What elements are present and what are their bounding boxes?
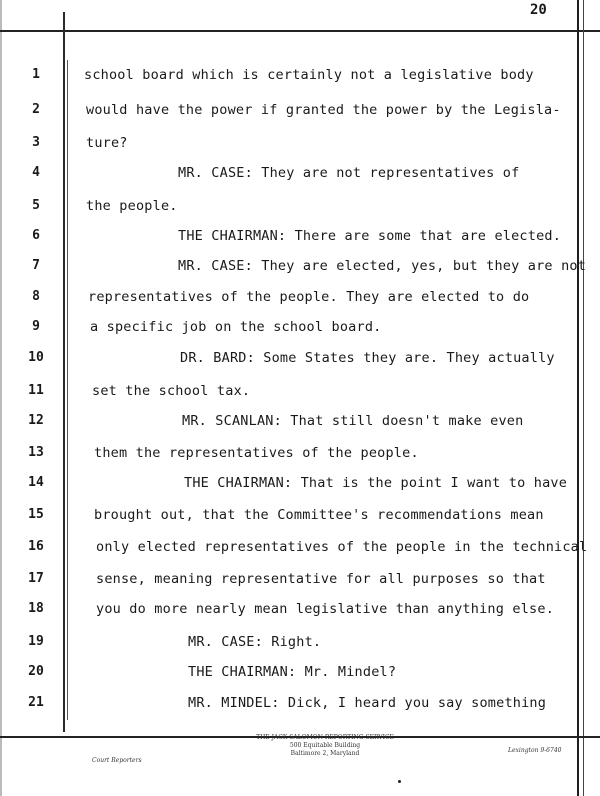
line-number: 16 <box>28 539 44 554</box>
line-number: 4 <box>32 165 40 180</box>
transcript-line <box>0 571 580 601</box>
line-number: 14 <box>28 475 44 490</box>
header-rule <box>0 30 600 32</box>
line-text: only elected representatives of the people in the technical <box>96 539 588 555</box>
transcript-line <box>0 383 580 413</box>
line-number: 20 <box>28 664 44 679</box>
transcript-line <box>0 695 580 725</box>
transcript-line <box>0 350 580 380</box>
right-margin-rule-outer <box>583 0 584 796</box>
line-number: 8 <box>32 289 40 304</box>
transcript-line <box>0 634 580 664</box>
line-text: MR. SCANLAN: That still doesn't make even <box>182 413 524 429</box>
line-text: ture? <box>86 135 128 151</box>
footer-phone: Lexington 9-6740 <box>508 747 562 754</box>
transcript-line <box>0 445 580 475</box>
line-text: you do more nearly mean legislative than anything else. <box>96 601 555 617</box>
transcript-line <box>0 539 588 569</box>
transcript-line <box>0 319 580 349</box>
transcript-line <box>0 198 580 228</box>
line-text: representatives of the people. They are elected to do <box>88 289 530 305</box>
line-text: THE CHAIRMAN: That is the point I want to have <box>184 475 568 491</box>
reporting-service-block <box>200 734 450 758</box>
transcript-line <box>0 67 580 97</box>
line-text: would have the power if granted the power by the Legisla- <box>86 102 561 118</box>
footer-left-label: Court Reporters <box>92 757 142 764</box>
line-number: 10 <box>28 350 44 365</box>
line-text: MR. CASE: They are elected, yes, but they are not <box>178 258 587 274</box>
line-text: a specific job on the school board. <box>90 319 382 335</box>
line-number: 18 <box>28 601 44 616</box>
transcript-line <box>0 413 580 443</box>
line-number: 19 <box>28 634 44 649</box>
transcript-line <box>0 165 580 195</box>
line-text: the people. <box>86 198 178 214</box>
line-number: 6 <box>32 228 40 243</box>
line-text: sense, meaning representative for all purposes so that <box>96 571 546 587</box>
line-text: brought out, that the Committee's recommendations mean <box>94 507 544 523</box>
line-number: 15 <box>28 507 44 522</box>
line-number: 3 <box>32 135 40 150</box>
transcript-line <box>0 664 580 694</box>
reporting-service-name: THE JACK SALOMON REPORTING SERVICE <box>256 734 394 741</box>
line-number: 12 <box>28 413 44 428</box>
line-number: 17 <box>28 571 44 586</box>
line-number: 5 <box>32 198 40 213</box>
line-number: 9 <box>32 319 40 334</box>
page-number: 20 <box>530 2 547 18</box>
transcript-line <box>0 507 580 537</box>
line-text: MR. CASE: They are not representatives of <box>178 165 520 181</box>
line-text: DR. BARD: Some States they are. They actually <box>180 350 555 366</box>
transcript-line <box>0 228 580 258</box>
line-number: 1 <box>32 67 40 82</box>
line-number: 2 <box>32 102 40 117</box>
line-text: THE CHAIRMAN: There are some that are elected. <box>178 228 562 244</box>
transcript-line <box>0 289 580 319</box>
reporting-service-building: 500 Equitable Building <box>289 742 361 749</box>
line-number: 7 <box>32 258 40 273</box>
line-text: set the school tax. <box>92 383 251 399</box>
transcript-line <box>0 601 580 631</box>
line-text: THE CHAIRMAN: Mr. Mindel? <box>188 664 397 680</box>
line-text: MR. CASE: Right. <box>188 634 322 650</box>
transcript-line <box>0 102 580 132</box>
line-text: them the representatives of the people. <box>94 445 419 461</box>
line-text: school board which is certainly not a legislative body <box>84 67 534 83</box>
transcript-line <box>0 258 587 288</box>
line-number: 21 <box>28 695 44 710</box>
scan-speck <box>398 780 401 783</box>
transcript-line <box>0 475 580 505</box>
line-number: 13 <box>28 445 44 460</box>
line-number: 11 <box>28 383 44 398</box>
line-text: MR. MINDEL: Dick, I heard you say something <box>188 695 547 711</box>
transcript-line <box>0 135 580 165</box>
reporting-service-city: Baltimore 2, Maryland <box>290 750 360 757</box>
